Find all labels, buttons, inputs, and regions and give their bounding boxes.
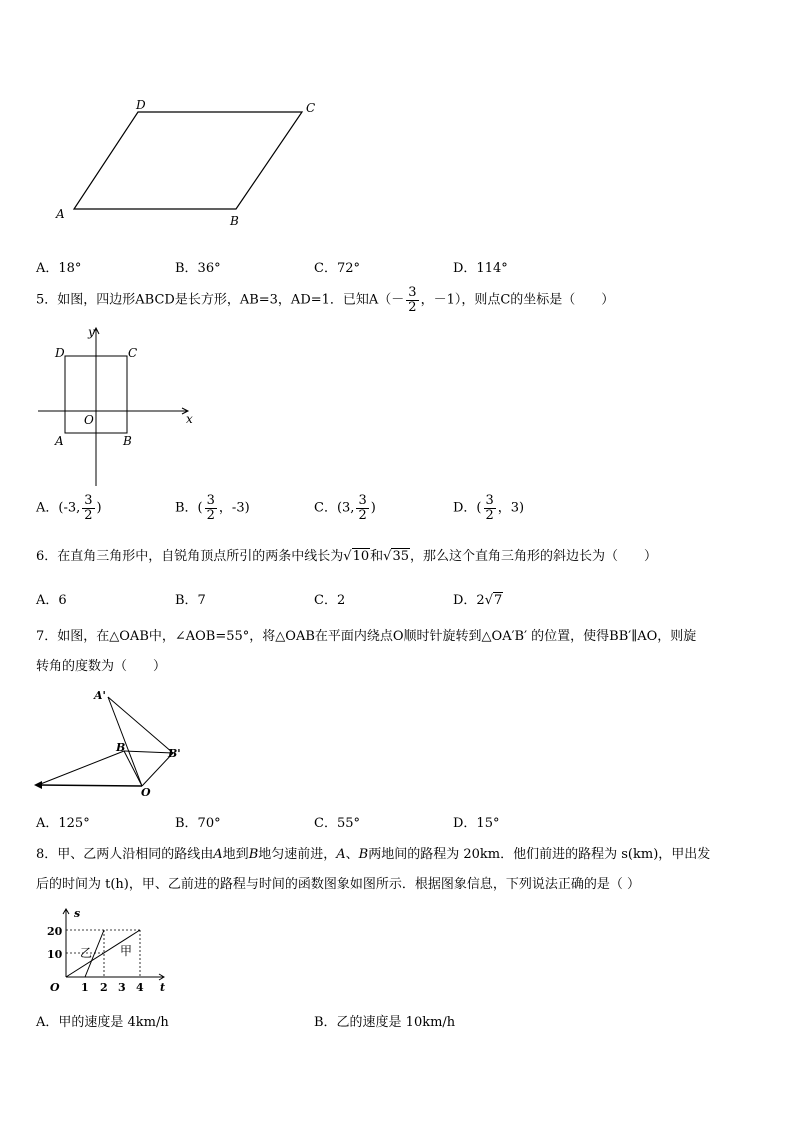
- q8-option-b: B．乙的速度是 10km/h: [314, 1015, 456, 1030]
- q6-option-d: D．2√7: [453, 593, 503, 608]
- t-axis-label: t: [160, 981, 166, 994]
- q4-option-d: D．114°: [453, 261, 508, 276]
- sqrt-35: √35: [383, 549, 409, 564]
- q5-stem-part-a: 5．如图，四边形ABCD是长方形，AB=3，AD=1．已知A（－: [36, 292, 405, 308]
- x-tick-label: 4: [136, 981, 144, 994]
- rotation-triangle-figure: [30, 685, 190, 797]
- q6-option-a: A．6: [36, 593, 67, 608]
- q5-option-c: C．(3, $\frac{3}{2}$ ): [314, 493, 376, 523]
- q8-stem-line1: 8．甲、乙两人沿相同的路线由A地到B地匀速前进，A、B两地间的路程为 20km．他们前进的路程为 s(km)，甲出发: [36, 847, 711, 862]
- q6-stem: 6．在直角三角形中，自锐角顶点所引的两条中线长为√10和√35，那么这个直角三角形的斜边长为（ ）: [36, 549, 657, 564]
- q7-option-c: C．55°: [314, 816, 360, 831]
- coordinate-rectangle-figure: [34, 322, 204, 490]
- x-axis-label: x: [186, 412, 193, 426]
- vertex-label-c: C: [306, 101, 316, 115]
- x-tick-label: 2: [100, 981, 108, 994]
- q7-option-a: A．125°: [36, 816, 90, 831]
- s-axis-label: s: [74, 907, 81, 920]
- vertex-label-d: D: [136, 98, 146, 112]
- vertex-label-o: O: [141, 786, 151, 797]
- vertex-label-a: A: [55, 434, 64, 448]
- q5-fraction: $\frac{3}{2}$: [408, 285, 417, 315]
- q5-stem: [36, 286, 614, 314]
- vertex-label-b-prime: B': [168, 747, 181, 760]
- q8-stem-line2: 后的时间为 t(h)，甲、乙前进的路程与时间的函数图象如图所示．根据图象信息，下列说法正确的是（ ）: [36, 877, 641, 892]
- distance-time-graph: [40, 905, 180, 997]
- q7-option-b: B．70°: [175, 816, 221, 831]
- q5-option-a: A．(-3, $\frac{3}{2}$ ): [36, 493, 102, 523]
- vertex-label-d: D: [55, 346, 65, 360]
- x-tick-label: 3: [118, 981, 126, 994]
- q5-stem-part-b: ，－1），则点C的坐标是（ ）: [420, 292, 615, 308]
- series-label-jia: 甲: [120, 944, 133, 958]
- y-tick-label: 20: [47, 925, 63, 938]
- q4-option-c: C．72°: [314, 261, 360, 276]
- sqrt-10: √10: [343, 549, 370, 564]
- q4-option-b: B．36°: [175, 261, 221, 276]
- series-label-yi: 乙: [80, 946, 93, 960]
- q6-option-b: B．7: [175, 593, 206, 608]
- vertex-label-b: B: [230, 214, 239, 228]
- q6-option-c: C．2: [314, 593, 346, 608]
- vertex-label-a: A: [56, 207, 65, 221]
- vertex-label-c: C: [128, 346, 138, 360]
- origin-label: O: [84, 413, 94, 427]
- vertex-label-b: B: [116, 741, 126, 754]
- q7-stem-line2: 转角的度数为（ ）: [36, 659, 167, 674]
- vertex-label-a-prime: A': [94, 689, 106, 702]
- x-tick-label: 1: [81, 981, 89, 994]
- y-tick-label: 10: [47, 948, 63, 961]
- y-axis-label: y: [88, 325, 95, 339]
- origin-label: O: [50, 981, 60, 994]
- q7-stem-line1: 7．如图，在△OAB中，∠AOB=55°，将△OAB在平面内绕点O顺时针旋转到△OA′B′ 的位置，使得BB′∥AO，则旋: [36, 629, 697, 644]
- parallelogram-figure: [50, 92, 340, 237]
- vertex-label-b: B: [123, 434, 132, 448]
- q5-option-d: D．( $\frac{3}{2}$ ，3): [453, 493, 525, 523]
- q7-option-d: D．15°: [453, 816, 500, 831]
- q8-option-a: A．甲的速度是 4km/h: [36, 1015, 169, 1030]
- q4-option-a: A．18°: [36, 261, 82, 276]
- q5-option-b: B．( $\frac{3}{2}$ ，-3): [175, 493, 250, 523]
